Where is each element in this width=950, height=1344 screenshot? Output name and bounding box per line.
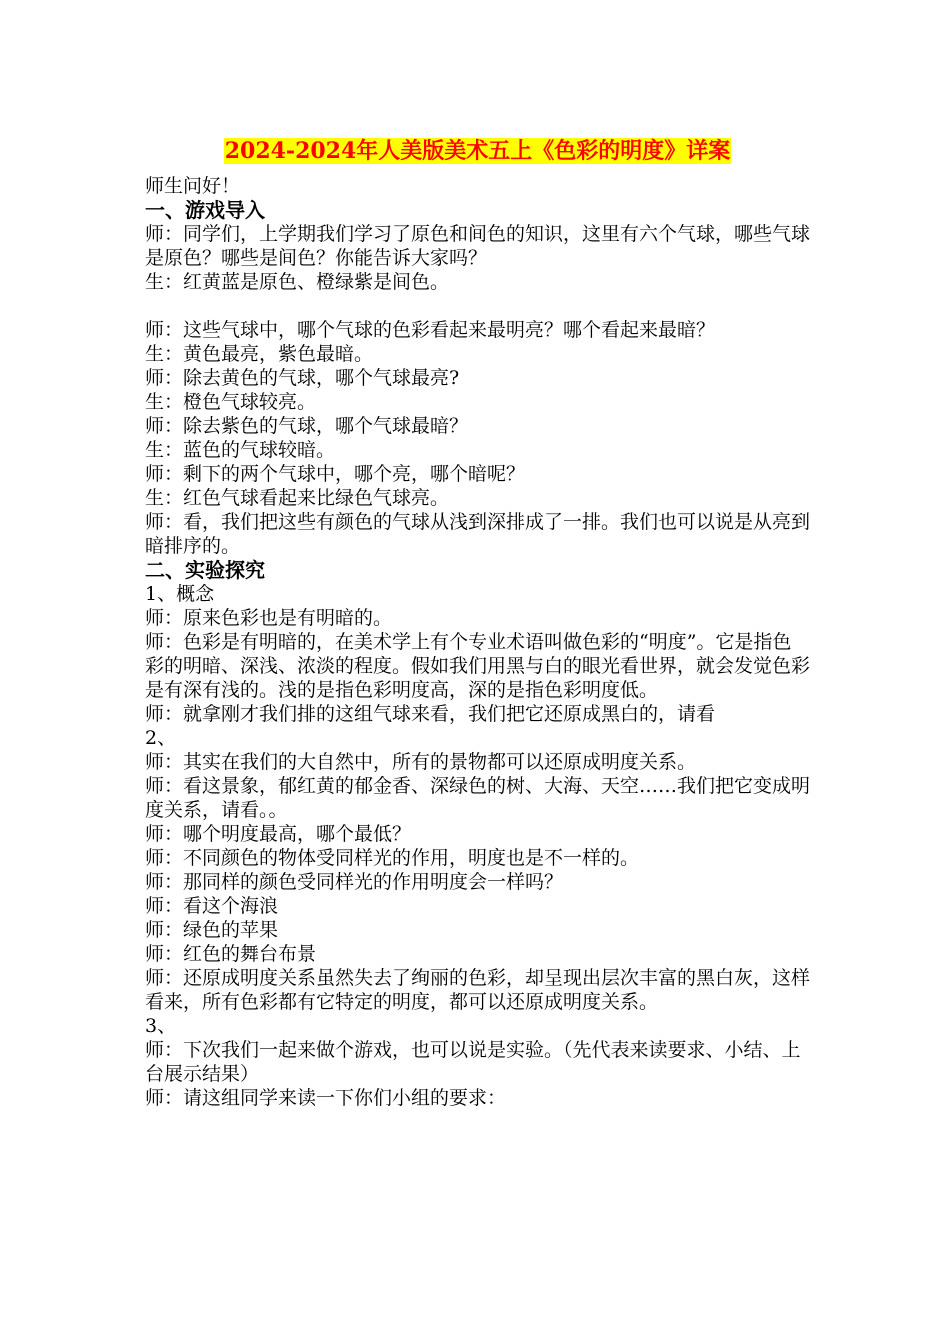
body-paragraph: 师：请这组同学来读一下你们小组的要求：: [145, 1087, 507, 1109]
body-paragraph: 师：看，我们把这些有颜色的气球从浅到深排成了一排。我们也可以说是从亮到暗排序的。: [145, 511, 811, 557]
body-paragraph: 师：下次我们一起来做个游戏，也可以说是实验。（先代表来读要求、小结、上台展示结果）: [145, 1039, 801, 1085]
body-paragraph: 师：哪个明度最高，哪个最低？: [145, 823, 412, 845]
section-heading: 一、游戏导入: [145, 198, 265, 222]
document-title-text: 2024-2024年人美版美术五上《色彩的明度》详案: [224, 138, 731, 164]
body-paragraph: 师：这些气球中，哪个气球的色彩看起来最明亮？哪个看起来最暗？: [145, 319, 716, 341]
body-paragraph: 师：就拿刚才我们排的这组气球来看，我们把它还原成黑白的，请看: [145, 703, 716, 725]
body-paragraph: 师：那同样的颜色受同样光的作用明度会一样吗？: [145, 871, 564, 893]
blank-line: [145, 294, 810, 318]
body-paragraph: 生：红黄蓝是原色、橙绿紫是间色。: [145, 271, 450, 293]
body-paragraph: 师：绿色的苹果: [145, 919, 279, 941]
body-paragraph: 2、: [145, 727, 177, 749]
body-paragraph: 3、: [145, 1015, 177, 1037]
body-paragraph: 师：除去紫色的气球，哪个气球最暗？: [145, 415, 469, 437]
body-paragraph: 师：剩下的两个气球中，哪个亮，哪个暗呢？: [145, 463, 526, 485]
body-paragraph: 师：还原成明度关系虽然失去了绚丽的色彩，却呈现出层次丰富的黑白灰，这样看来，所有色彩都有它特定的明度，都可以还原成明度关系。: [145, 967, 811, 1013]
body-paragraph: 生：蓝色的气球较暗。: [145, 439, 336, 461]
body-paragraph: 师：原来色彩也是有明暗的。: [145, 607, 393, 629]
document-title: [145, 136, 810, 166]
document-body: [145, 174, 810, 1110]
body-paragraph: 师生问好！: [145, 175, 241, 197]
body-paragraph: 生：红色气球看起来比绿色气球亮。: [145, 487, 450, 509]
body-paragraph: 师：红色的舞台布景: [145, 943, 317, 965]
body-paragraph: 1、概念: [145, 583, 215, 605]
body-paragraph: 师：除去黄色的气球，哪个气球最亮?: [145, 367, 460, 389]
body-paragraph: 师：不同颜色的物体受同样光的作用，明度也是不一样的。: [145, 847, 640, 869]
document-page: [145, 136, 810, 1110]
body-paragraph: 生：黄色最亮，紫色最暗。: [145, 343, 374, 365]
body-paragraph: 师：看这个海浪: [145, 895, 279, 917]
body-paragraph: 师：其实在我们的大自然中，所有的景物都可以还原成明度关系。: [145, 751, 697, 773]
body-paragraph: 生：橙色气球较亮。: [145, 391, 317, 413]
body-paragraph: 师：看这景象，郁红黄的郁金香、深绿色的树、大海、天空……我们把它变成明度关系，请看。。: [145, 775, 811, 821]
section-heading: 二、实验探究: [145, 558, 265, 582]
body-paragraph: 师：同学们，上学期我们学习了原色和间色的知识，这里有六个气球，哪些气球是原色？哪些是间色？你能告诉大家吗？: [145, 223, 811, 269]
body-paragraph: 师：色彩是有明暗的，在美术学上有个专业术语叫做色彩的“明度”。它是指色彩的明暗、深浅、浓淡的程度。假如我们用黑与白的眼光看世界，就会发觉色彩是有深有浅的。浅的是指色彩明度高，深的是指色彩明度低。: [145, 631, 811, 701]
